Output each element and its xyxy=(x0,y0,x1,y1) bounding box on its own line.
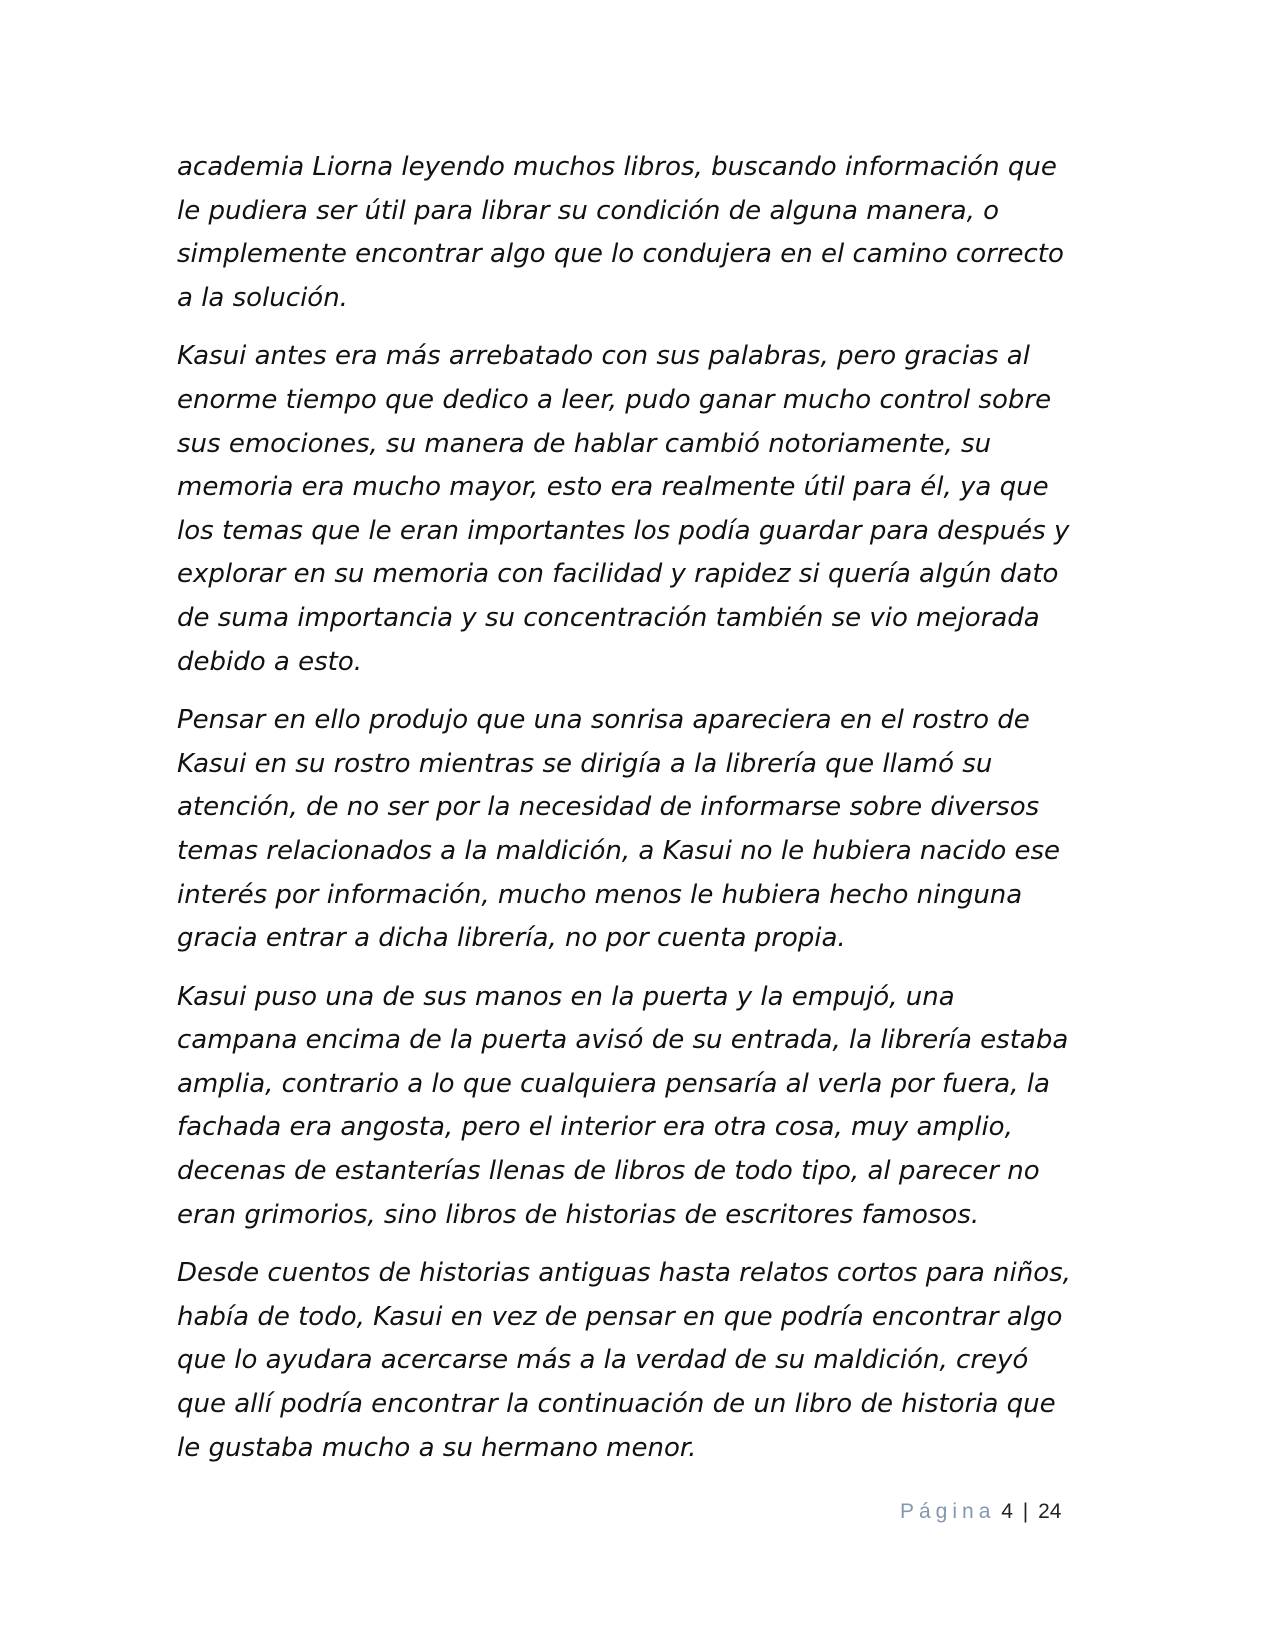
text-line: que allí podría encontrar la continuación de un libro de historia que xyxy=(177,1389,1056,1420)
text-line: amplia, contrario a lo que cualquiera pensaría al verla por fuera, la xyxy=(177,1068,1050,1099)
text-line: Kasui en su rostro mientras se dirigía a la librería que llamó su xyxy=(177,748,993,779)
text-line: Pensar en ello produjo que una sonrisa apareciera en el rostro de xyxy=(177,705,1030,736)
page-total: 24 xyxy=(1038,1500,1062,1523)
text-line: temas relacionados a la maldición, a Kasui no le hubiera nacido ese xyxy=(177,835,1061,866)
paragraph-4 xyxy=(177,976,1107,1238)
paragraph-1 xyxy=(177,146,1107,320)
text-line: de suma importancia y su concentración también se vio mejorada xyxy=(177,602,1040,633)
text-line: explorar en su memoria con facilidad y rapidez si quería algún dato xyxy=(177,559,1059,590)
document-body xyxy=(177,146,1107,1485)
paragraph-5 xyxy=(177,1252,1107,1470)
text-line: debido a esto. xyxy=(177,646,363,677)
paragraph-2 xyxy=(177,335,1107,684)
text-line: simplemente encontrar algo que lo condujera en el camino correcto xyxy=(177,239,1064,270)
text-line: le gustaba mucho a su hermano menor. xyxy=(177,1432,697,1463)
text-line: sus emociones, su manera de hablar cambió notoriamente, su xyxy=(177,428,992,459)
text-line: enorme tiempo que dedico a leer, pudo ganar mucho control sobre xyxy=(177,384,1052,415)
text-line: decenas de estanterías llenas de libros de todo tipo, al parecer no xyxy=(177,1156,1040,1187)
text-line: los temas que le eran importantes los podía guardar para después y xyxy=(177,515,1070,546)
text-line: había de todo, Kasui en vez de pensar en que podría encontrar algo xyxy=(177,1301,1063,1332)
text-line: memoria era mucho mayor, esto era realmente útil para él, ya que xyxy=(177,472,1049,503)
text-line: eran grimorios, sino libros de historias de escritores famosos. xyxy=(177,1199,980,1230)
text-line: campana encima de la puerta avisó de su entrada, la librería estaba xyxy=(177,1025,1069,1056)
text-line: le pudiera ser útil para librar su condición de alguna manera, o xyxy=(177,195,1000,226)
page-number: 4 xyxy=(1001,1500,1013,1523)
text-line: interés por información, mucho menos le hubiera hecho ninguna xyxy=(177,879,1023,910)
text-line: Desde cuentos de historias antiguas hasta relatos cortos para niños, xyxy=(177,1258,1071,1289)
text-line: que lo ayudara acercarse más a la verdad de su maldición, creyó xyxy=(177,1345,1029,1376)
text-line: Kasui puso una de sus manos en la puerta y la empujó, una xyxy=(177,981,955,1012)
page-label: Página xyxy=(900,1500,996,1523)
text-line: Kasui antes era más arrebatado con sus palabras, pero gracias al xyxy=(177,341,1030,372)
text-line: academia Liorna leyendo muchos libros, buscando información que xyxy=(177,152,1057,182)
text-line: a la solución. xyxy=(177,282,348,313)
text-line: atención, de no ser por la necesidad de informarse sobre diversos xyxy=(177,792,1040,823)
page-footer xyxy=(900,1500,1080,1524)
text-line: fachada era angosta, pero el interior era otra cosa, muy amplio, xyxy=(177,1112,1013,1143)
text-line: gracia entrar a dicha librería, no por cuenta propia. xyxy=(177,923,846,954)
paragraph-3 xyxy=(177,699,1107,961)
page-separator: | xyxy=(1022,1500,1029,1523)
